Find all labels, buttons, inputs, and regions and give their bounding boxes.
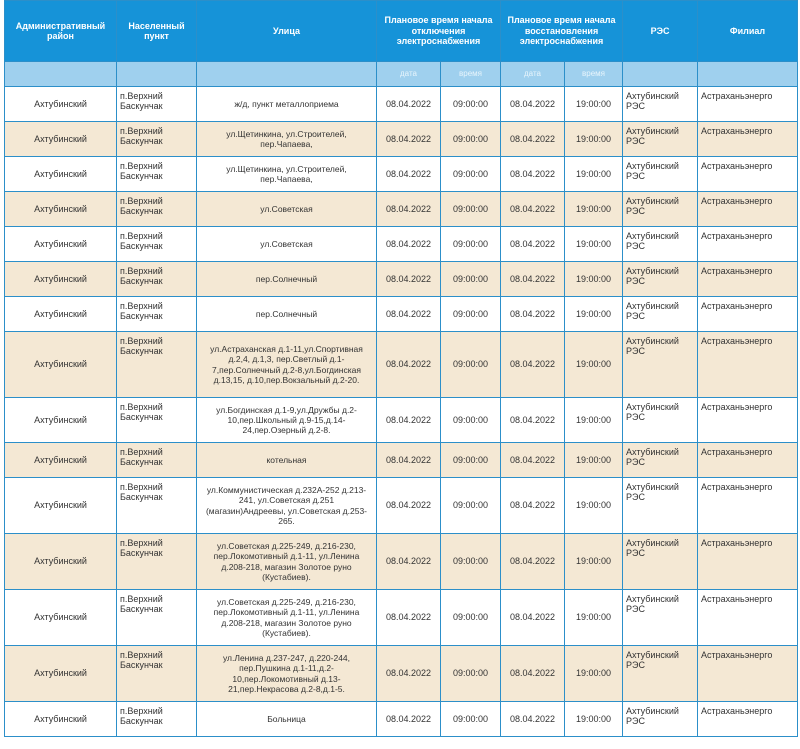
- cell-res: Ахтубинский РЭС: [623, 646, 698, 702]
- cell-off-time: 09:00:00: [441, 122, 501, 157]
- cell-district: Ахтубинский: [5, 332, 117, 398]
- cell-settlement: п.Верхний Баскунчак: [117, 192, 197, 227]
- col-res-header: РЭС: [623, 1, 698, 62]
- table-row: [5, 443, 798, 478]
- cell-off-time: 09:00:00: [441, 332, 501, 398]
- cell-on-date: 08.04.2022: [501, 332, 565, 398]
- cell-settlement: п.Верхний Баскунчак: [117, 478, 197, 534]
- cell-district: Ахтубинский: [5, 478, 117, 534]
- col-district-header: Административный район: [5, 1, 117, 62]
- subheader-empty: [5, 62, 117, 87]
- cell-branch: Астраханьэнерго: [698, 398, 798, 443]
- cell-on-date: 08.04.2022: [501, 262, 565, 297]
- cell-settlement: п.Верхний Баскунчак: [117, 590, 197, 646]
- cell-res: Ахтубинский РЭС: [623, 332, 698, 398]
- cell-settlement: п.Верхний Баскунчак: [117, 398, 197, 443]
- cell-branch: Астраханьэнерго: [698, 534, 798, 590]
- cell-district: Ахтубинский: [5, 227, 117, 262]
- cell-district: Ахтубинский: [5, 122, 117, 157]
- cell-on-date: 08.04.2022: [501, 122, 565, 157]
- cell-off-time: 09:00:00: [441, 478, 501, 534]
- cell-street: ул.Коммунистическая д.232А-252 д.213-241, ул.Советская д.251 (магазин)Андреевы, ул.Советская д.253-265.: [197, 478, 377, 534]
- cell-street: пер.Солнечный: [197, 262, 377, 297]
- cell-settlement: п.Верхний Баскунчак: [117, 262, 197, 297]
- cell-on-time: 19:00:00: [565, 122, 623, 157]
- cell-branch: Астраханьэнерго: [698, 262, 798, 297]
- cell-res: Ахтубинский РЭС: [623, 192, 698, 227]
- cell-off-date: 08.04.2022: [377, 443, 441, 478]
- table-row: [5, 534, 798, 590]
- cell-off-time: 09:00:00: [441, 157, 501, 192]
- cell-on-time: 19:00:00: [565, 646, 623, 702]
- table-subheader-row: [5, 62, 798, 87]
- cell-district: Ахтубинский: [5, 398, 117, 443]
- cell-on-date: 08.04.2022: [501, 157, 565, 192]
- cell-district: Ахтубинский: [5, 443, 117, 478]
- cell-district: Ахтубинский: [5, 702, 117, 737]
- cell-off-time: 09:00:00: [441, 297, 501, 332]
- cell-on-time: 19:00:00: [565, 297, 623, 332]
- cell-settlement: п.Верхний Баскунчак: [117, 534, 197, 590]
- cell-settlement: п.Верхний Баскунчак: [117, 297, 197, 332]
- cell-settlement: п.Верхний Баскунчак: [117, 87, 197, 122]
- table-row: [5, 157, 798, 192]
- cell-branch: Астраханьэнерго: [698, 297, 798, 332]
- cell-on-date: 08.04.2022: [501, 87, 565, 122]
- subheader-on-date: дата: [501, 62, 565, 87]
- cell-street: ул.Щетинкина, ул.Строителей, пер.Чапаева,: [197, 122, 377, 157]
- table-row: [5, 478, 798, 534]
- cell-branch: Астраханьэнерго: [698, 192, 798, 227]
- cell-res: Ахтубинский РЭС: [623, 157, 698, 192]
- table-row: [5, 87, 798, 122]
- cell-res: Ахтубинский РЭС: [623, 227, 698, 262]
- cell-on-time: 19:00:00: [565, 534, 623, 590]
- cell-street: Больница: [197, 702, 377, 737]
- cell-off-time: 09:00:00: [441, 227, 501, 262]
- cell-on-time: 19:00:00: [565, 157, 623, 192]
- cell-settlement: п.Верхний Баскунчак: [117, 227, 197, 262]
- table-header-row: [5, 1, 798, 62]
- cell-district: Ахтубинский: [5, 262, 117, 297]
- cell-off-time: 09:00:00: [441, 534, 501, 590]
- cell-off-date: 08.04.2022: [377, 227, 441, 262]
- cell-res: Ахтубинский РЭС: [623, 590, 698, 646]
- cell-district: Ахтубинский: [5, 590, 117, 646]
- cell-off-date: 08.04.2022: [377, 702, 441, 737]
- cell-on-date: 08.04.2022: [501, 297, 565, 332]
- col-street-header: Улица: [197, 1, 377, 62]
- cell-street: ул.Советская: [197, 192, 377, 227]
- cell-off-date: 08.04.2022: [377, 122, 441, 157]
- cell-on-date: 08.04.2022: [501, 227, 565, 262]
- subheader-empty: [197, 62, 377, 87]
- table-row: [5, 646, 798, 702]
- cell-settlement: п.Верхний Баскунчак: [117, 122, 197, 157]
- cell-settlement: п.Верхний Баскунчак: [117, 157, 197, 192]
- table-row: [5, 192, 798, 227]
- cell-branch: Астраханьэнерго: [698, 646, 798, 702]
- table-row: [5, 590, 798, 646]
- cell-branch: Астраханьэнерго: [698, 478, 798, 534]
- cell-on-date: 08.04.2022: [501, 478, 565, 534]
- cell-off-time: 09:00:00: [441, 87, 501, 122]
- cell-branch: Астраханьэнерго: [698, 87, 798, 122]
- cell-on-date: 08.04.2022: [501, 398, 565, 443]
- table-row: [5, 262, 798, 297]
- col-off-time-header: Плановое время начала отключения электроснабжения: [377, 1, 501, 62]
- cell-branch: Астраханьэнерго: [698, 443, 798, 478]
- cell-on-time: 19:00:00: [565, 702, 623, 737]
- cell-off-date: 08.04.2022: [377, 157, 441, 192]
- cell-on-time: 19:00:00: [565, 227, 623, 262]
- col-on-time-header: Плановое время начала восстановления электроснабжения: [501, 1, 623, 62]
- cell-res: Ахтубинский РЭС: [623, 534, 698, 590]
- cell-on-date: 08.04.2022: [501, 192, 565, 227]
- cell-off-time: 09:00:00: [441, 398, 501, 443]
- subheader-empty: [117, 62, 197, 87]
- cell-street: ул.Советская д.225-249, д.216-230, пер.Локомотивный д.1-11, ул.Ленина д.208-218, магазин Золотое руно (Кустабиев).: [197, 590, 377, 646]
- cell-off-time: 09:00:00: [441, 646, 501, 702]
- cell-street: ул.Советская д.225-249, д.216-230, пер.Локомотивный д.1-11, ул.Ленина д.208-218, магазин Золотое руно (Кустабиев).: [197, 534, 377, 590]
- cell-on-date: 08.04.2022: [501, 590, 565, 646]
- cell-street: ж/д, пункт металлоприема: [197, 87, 377, 122]
- cell-settlement: п.Верхний Баскунчак: [117, 702, 197, 737]
- cell-district: Ахтубинский: [5, 646, 117, 702]
- cell-on-date: 08.04.2022: [501, 646, 565, 702]
- cell-district: Ахтубинский: [5, 157, 117, 192]
- cell-street: пер.Солнечный: [197, 297, 377, 332]
- subheader-on-time: время: [565, 62, 623, 87]
- cell-res: Ахтубинский РЭС: [623, 398, 698, 443]
- col-branch-header: Филиал: [698, 1, 798, 62]
- cell-off-date: 08.04.2022: [377, 192, 441, 227]
- cell-district: Ахтубинский: [5, 192, 117, 227]
- cell-branch: Астраханьэнерго: [698, 702, 798, 737]
- cell-off-date: 08.04.2022: [377, 534, 441, 590]
- cell-off-time: 09:00:00: [441, 262, 501, 297]
- subheader-empty: [623, 62, 698, 87]
- cell-street: котельная: [197, 443, 377, 478]
- cell-branch: Астраханьэнерго: [698, 227, 798, 262]
- cell-on-time: 19:00:00: [565, 192, 623, 227]
- subheader-off-date: дата: [377, 62, 441, 87]
- cell-off-date: 08.04.2022: [377, 262, 441, 297]
- cell-street: ул.Богдинская д.1-9,ул.Дружбы д.2-10,пер.Школьный д.9-15,д.14-24,пер.Озерный д.2-8.: [197, 398, 377, 443]
- outage-schedule-table: [4, 0, 798, 737]
- cell-res: Ахтубинский РЭС: [623, 478, 698, 534]
- table-row: [5, 332, 798, 398]
- cell-branch: Астраханьэнерго: [698, 332, 798, 398]
- cell-district: Ахтубинский: [5, 534, 117, 590]
- cell-off-date: 08.04.2022: [377, 297, 441, 332]
- cell-off-date: 08.04.2022: [377, 87, 441, 122]
- cell-branch: Астраханьэнерго: [698, 122, 798, 157]
- cell-res: Ахтубинский РЭС: [623, 702, 698, 737]
- cell-res: Ахтубинский РЭС: [623, 443, 698, 478]
- cell-on-time: 19:00:00: [565, 590, 623, 646]
- subheader-empty: [698, 62, 798, 87]
- table-row: [5, 398, 798, 443]
- cell-on-time: 19:00:00: [565, 262, 623, 297]
- cell-district: Ахтубинский: [5, 297, 117, 332]
- table-row: [5, 227, 798, 262]
- cell-off-date: 08.04.2022: [377, 332, 441, 398]
- cell-off-time: 09:00:00: [441, 192, 501, 227]
- table-row: [5, 702, 798, 737]
- cell-off-time: 09:00:00: [441, 590, 501, 646]
- cell-res: Ахтубинский РЭС: [623, 297, 698, 332]
- cell-street: ул.Советская: [197, 227, 377, 262]
- cell-off-date: 08.04.2022: [377, 590, 441, 646]
- cell-res: Ахтубинский РЭС: [623, 262, 698, 297]
- table-row: [5, 122, 798, 157]
- cell-res: Ахтубинский РЭС: [623, 122, 698, 157]
- cell-res: Ахтубинский РЭС: [623, 87, 698, 122]
- cell-on-time: 19:00:00: [565, 332, 623, 398]
- cell-district: Ахтубинский: [5, 87, 117, 122]
- cell-on-date: 08.04.2022: [501, 702, 565, 737]
- cell-branch: Астраханьэнерго: [698, 157, 798, 192]
- cell-on-date: 08.04.2022: [501, 443, 565, 478]
- cell-street: ул.Щетинкина, ул.Строителей, пер.Чапаева,: [197, 157, 377, 192]
- cell-on-time: 19:00:00: [565, 398, 623, 443]
- subheader-off-time: время: [441, 62, 501, 87]
- cell-street: ул.Астраханская д.1-11,ул.Спортивная д.2,4, д.1,3, пер.Светлый д.1-7,пер.Солнечный д.2-8,ул.Богдинская д.13,15, д.10,пер.Вокзальный д.2-20.: [197, 332, 377, 398]
- cell-on-time: 19:00:00: [565, 443, 623, 478]
- cell-on-date: 08.04.2022: [501, 534, 565, 590]
- cell-off-time: 09:00:00: [441, 702, 501, 737]
- cell-off-date: 08.04.2022: [377, 478, 441, 534]
- cell-on-time: 19:00:00: [565, 87, 623, 122]
- cell-settlement: п.Верхний Баскунчак: [117, 332, 197, 398]
- col-settlement-header: Населенный пункт: [117, 1, 197, 62]
- cell-settlement: п.Верхний Баскунчак: [117, 443, 197, 478]
- cell-off-date: 08.04.2022: [377, 646, 441, 702]
- cell-on-time: 19:00:00: [565, 478, 623, 534]
- cell-settlement: п.Верхний Баскунчак: [117, 646, 197, 702]
- cell-branch: Астраханьэнерго: [698, 590, 798, 646]
- table-row: [5, 297, 798, 332]
- cell-street: ул.Ленина д.237-247, д.220-244, пер.Пушкина д.1-11,д.2-10,пер.Локомотивный д.13-21,пер.Некрасова д.2-8,д.1-5.: [197, 646, 377, 702]
- cell-off-time: 09:00:00: [441, 443, 501, 478]
- cell-off-date: 08.04.2022: [377, 398, 441, 443]
